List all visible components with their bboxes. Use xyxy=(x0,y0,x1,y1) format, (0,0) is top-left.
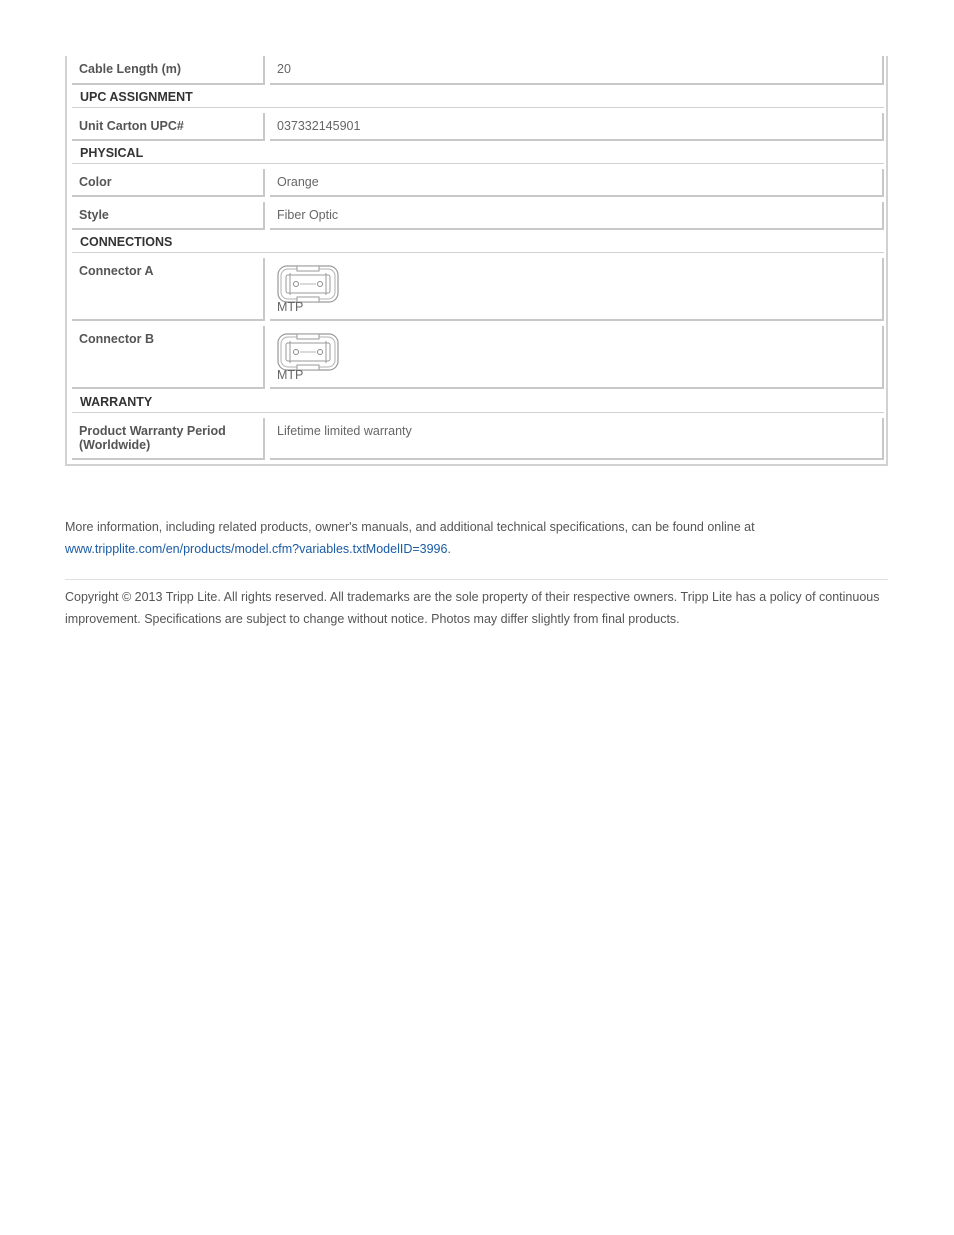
spec-row-style xyxy=(72,202,884,230)
spec-row-connector-a xyxy=(72,258,884,321)
spec-value xyxy=(270,258,884,321)
spec-value: 037332145901 xyxy=(270,113,884,141)
spec-label: Cable Length (m) xyxy=(72,56,265,85)
more-info-paragraph xyxy=(65,516,895,560)
spec-label: Connector B xyxy=(72,326,265,389)
spec-label: Unit Carton UPC# xyxy=(72,113,265,141)
spec-label: Style xyxy=(72,202,265,230)
more-info-suffix: . xyxy=(447,542,451,556)
spec-value: Lifetime limited warranty xyxy=(270,418,884,460)
spec-row-warranty-period xyxy=(72,418,884,460)
mtp-connector-icon xyxy=(277,333,339,373)
section-header-connections: CONNECTIONS xyxy=(72,230,884,253)
spec-label: Color xyxy=(72,169,265,197)
product-page-link[interactable]: www.tripplite.com/en/products/model.cfm?variables.txtModelID=3996 xyxy=(65,542,448,556)
footer-divider xyxy=(65,579,888,580)
spec-label: Product Warranty Period (Worldwide) xyxy=(72,418,265,460)
spec-value: Fiber Optic xyxy=(270,202,884,230)
spec-row-connector-b xyxy=(72,326,884,389)
spec-value: Orange xyxy=(270,169,884,197)
more-info-text: More information, including related products, owner's manuals, and additional technical specifications, can be found online at xyxy=(65,520,755,534)
copyright-notice: Copyright © 2013 Tripp Lite. All rights reserved. All trademarks are the sole property of their respective owners. Tripp Lite has a policy of continuous improvement. Specifications are subject to change without notice. Photos may differ slightly from final products. xyxy=(65,590,880,626)
spec-value xyxy=(270,326,884,389)
spec-value: 20 xyxy=(270,56,884,85)
spec-table xyxy=(65,56,888,466)
section-header-warranty: WARRANTY xyxy=(72,390,884,413)
connector-type-label: MTP xyxy=(277,300,304,314)
spec-label: Connector A xyxy=(72,258,265,321)
spec-row-color xyxy=(72,169,884,197)
connector-type-label: MTP xyxy=(277,368,304,382)
spec-row-cable-length xyxy=(72,56,884,85)
mtp-connector-icon xyxy=(277,265,339,305)
spec-row-unit-carton-upc xyxy=(72,113,884,141)
section-header-upc: UPC ASSIGNMENT xyxy=(72,85,884,108)
section-header-physical: PHYSICAL xyxy=(72,141,884,164)
